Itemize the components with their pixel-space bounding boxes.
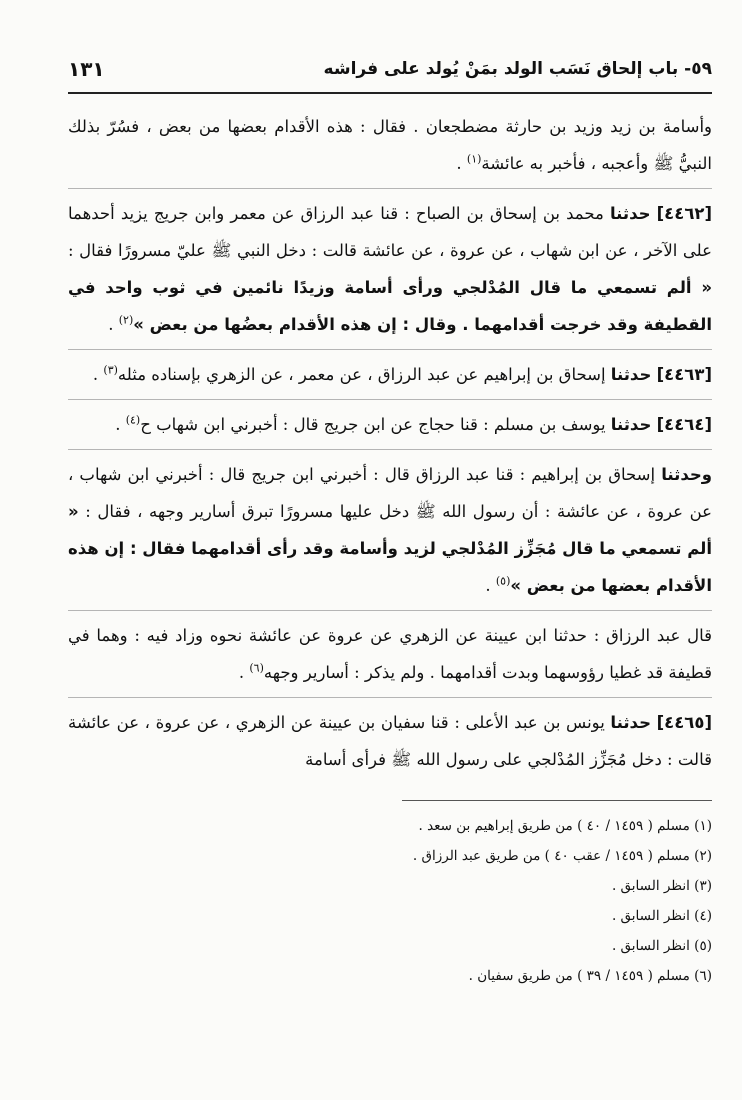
hadith-lead: حدثنا xyxy=(609,204,651,223)
footnote-ref: (٢) xyxy=(118,313,134,327)
hadith-end: . xyxy=(485,576,496,595)
footnote: (٥) انظر السابق . xyxy=(611,938,712,954)
main-text xyxy=(68,108,712,778)
hadith-lead: حدثنا xyxy=(610,415,652,434)
hadith-4464 xyxy=(68,399,712,443)
hadith-4462 xyxy=(68,188,712,343)
hadith-end: . xyxy=(92,365,104,384)
abd-al-razzaq-note xyxy=(68,610,712,691)
hadith-quote: « ألم تسمعي ما قال المُدْلجي ورأى أسامة وزيدًا نائمين في ثوب واحد في القطيفة وقد خرجت أقدامهما . وقال : إن هذه الأقدام بعضُها من بعض » xyxy=(68,278,712,334)
footnote-ref: (٦) xyxy=(249,661,264,675)
paragraph-end: . xyxy=(238,663,250,682)
page-number: ١٣١ xyxy=(68,57,105,81)
paragraph-text: وأسامة بن زيد وزيد بن حارثة مضطجعان . فقال : هذه الأقدام بعضها من بعض ، فسُرّ بذلك النبيُّ ﷺ وأعجبه ، فأخبر به عائشة xyxy=(68,117,712,173)
hadith-number: [٤٤٦٢] xyxy=(656,204,713,223)
hadith-number: [٤٤٦٣] xyxy=(656,365,712,384)
footnote-divider xyxy=(402,800,712,801)
paragraph-end: . xyxy=(456,154,467,173)
paragraph-text: قال عبد الرزاق : حدثنا ابن عيينة عن الزهري عن عروة عن عائشة نحوه وزاد فيه : وهما في قطيفة قد غطيا رؤوسهما وبدت أقدامهما . ولم يذكر : أسارير وجهه xyxy=(68,626,712,682)
hadith-text: محمد بن إسحاق بن الصباح : قنا عبد الرزاق عن معمر وابن جريج يزيد أحدهما على الآخر ، عن ابن شهاب ، عن عروة ، عن عائشة قالت : دخل النبي ﷺ عليّ مسرورًا فقال : xyxy=(68,204,712,260)
footnote: (١) مسلم ( ١٤٥٩ / ٤٠ ) من طريق إبراهيم بن سعد . xyxy=(418,818,712,834)
hadith-4463 xyxy=(68,349,712,393)
hadith-lead: حدثنا xyxy=(610,713,651,732)
footnote-ref: (١) xyxy=(466,152,482,166)
hadith-4465 xyxy=(68,697,712,778)
hadith-number: [٤٤٦٤] xyxy=(656,415,712,434)
hadith-4464-second-chain xyxy=(68,449,712,604)
footnote: (٢) مسلم ( ١٤٥٩ / عقب ٤٠ ) من طريق عبد الرزاق . xyxy=(412,848,712,864)
hadith-lead: حدثنا xyxy=(610,365,652,384)
hadith-text: يونس بن عبد الأعلى : قنا سفيان بن عيينة عن الزهري ، عن عروة ، عن عائشة قالت : دخل مُجَزِّز المُدْلجي على رسول الله ﷺ فرأى أسامة xyxy=(68,713,712,769)
paragraph-continuation xyxy=(68,108,712,182)
header-divider xyxy=(68,92,712,94)
hadith-text: يوسف بن مسلم : قنا حجاج عن ابن جريج قال : أخبرني ابن شهاب ح xyxy=(140,415,611,434)
footnote-ref: (٣) xyxy=(103,363,118,377)
hadith-text: إسحاق بن إبراهيم عن عبد الرزاق ، عن معمر ، عن الزهري بإسناده مثله xyxy=(117,365,611,384)
book-page xyxy=(68,52,712,991)
footnote-ref: (٤) xyxy=(125,413,141,427)
footnote: (٤) انظر السابق . xyxy=(611,908,712,924)
footnote: (٣) انظر السابق . xyxy=(611,878,712,894)
chapter-title: ٥٩- باب إلحاق نَسَب الولد بمَنْ يُولد على فراشه xyxy=(323,59,712,79)
hadith-lead: وحدثنا xyxy=(661,465,712,484)
hadith-text: إسحاق بن إبراهيم : قنا عبد الرزاق قال : أخبرني ابن جريج قال : أخبرني ابن شهاب ، عن عروة ، عن عائشة : أن رسول الله ﷺ دخل عليها مسرورًا تبرق أسارير وجهه ، فقال : xyxy=(68,465,712,521)
footnote: (٦) مسلم ( ١٤٥٩ / ٣٩ ) من طريق سفيان . xyxy=(468,968,712,984)
running-header xyxy=(68,52,712,86)
hadith-end: . xyxy=(108,315,119,334)
hadith-end: . xyxy=(115,415,126,434)
hadith-number: [٤٤٦٥] xyxy=(656,713,712,732)
footnote-ref: (٥) xyxy=(495,574,511,588)
footnotes xyxy=(68,811,712,991)
hadith-quote: « ألم تسمعي ما قال مُجَزِّز المُدْلجي لزيد وأسامة وقد رأى أقدامهما فقال : إن هذه الأقدام بعضها من بعض » xyxy=(68,502,712,595)
